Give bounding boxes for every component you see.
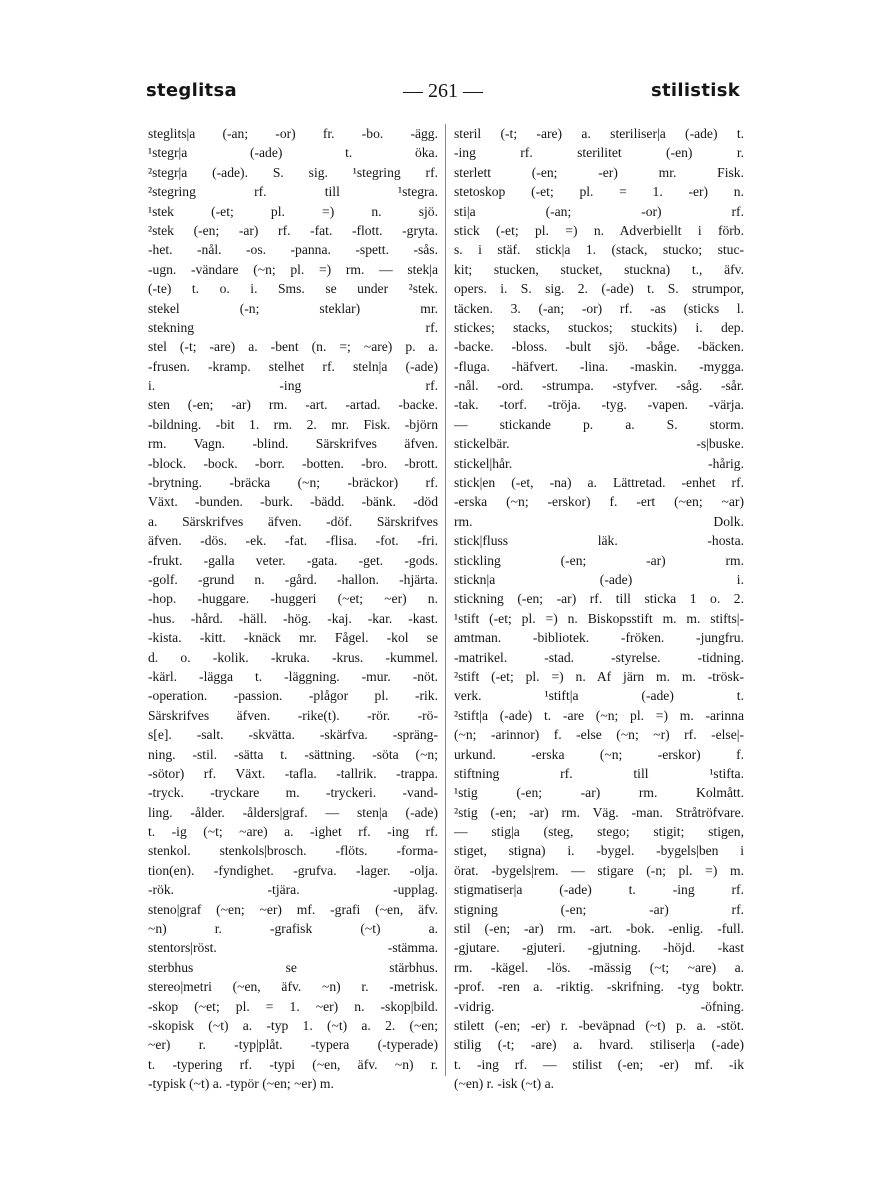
dictionary-line: — stig|a (steg, stego; stigit; stigen,: [454, 824, 744, 840]
dictionary-line: örat. -bygels|rem. — stigare (-n; pl. =) m.: [454, 862, 744, 878]
dictionary-line: ¹stek (-et; pl. =) n. sjö.: [148, 203, 438, 219]
dictionary-line: stickling (-en; -ar) rm.: [454, 552, 744, 568]
dictionary-line: stereo|metri (~en, äfv. ~n) r. -metrisk.: [148, 979, 438, 995]
dictionary-line: stick|en (-et, -na) a. Lättretad. -enhet rf.: [454, 475, 744, 491]
dictionary-line: ¹stig (-en; -ar) rm. Kolmått.: [454, 785, 744, 801]
dictionary-line: tion(en). -fyndighet. -grufva. -lager. -olja.: [148, 862, 438, 878]
dictionary-line: ¹stegr|a (-ade) t. öka.: [148, 145, 438, 161]
dictionary-line: -frukt. -galla veter. -gata. -get. -gods.: [148, 552, 438, 568]
dictionary-line: -ugn. -vändare (~n; pl. =) rm. — stek|a: [148, 261, 438, 277]
header-right-word: stilistisk: [650, 80, 740, 101]
dictionary-line: -matrikel. -stad. -styrelse. -tidning.: [454, 649, 744, 665]
dictionary-line: sti|a (-an; -or) rf.: [454, 203, 744, 219]
dictionary-line: stickelbär. -s|buske.: [454, 436, 744, 452]
dictionary-line: -gjutare. -gjuteri. -gjutning. -höjd. -kast: [454, 940, 744, 956]
dictionary-line: Växt. -bunden. -burk. -bädd. -bänk. -död: [148, 494, 438, 510]
dictionary-line: ~n) r. -grafisk (~t) a.: [148, 921, 438, 937]
dictionary-line: -block. -bock. -borr. -botten. -bro. -brott.: [148, 455, 438, 471]
dictionary-line: ²stift (-et; pl. =) n. Af järn m. m. -trösk-: [454, 668, 744, 684]
dictionary-line: stilett (-en; -er) r. -beväpnad (~t) p. a. -stöt.: [454, 1017, 744, 1033]
dictionary-line: stekning rf.: [148, 319, 438, 335]
dictionary-line: -kärl. -lägga t. -läggning. -mur. -nöt.: [148, 668, 438, 684]
dictionary-line: ²stift|a (-ade) t. -are (~n; pl. =) m. -arinna: [454, 707, 744, 723]
dictionary-line: stick|fluss läk. -hosta.: [454, 533, 744, 549]
dictionary-line: -vidrig. -öfning.: [454, 998, 744, 1014]
dictionary-line: -rök. -tjära. -upplag.: [148, 882, 438, 898]
dictionary-line: (~n; -arinnor) f. -else (~n; ~r) rf. -else|-: [454, 727, 744, 743]
dictionary-line: stekel (-n; steklar) mr.: [148, 300, 438, 316]
dictionary-line: äfven. -dös. -ek. -fat. -flisa. -fot. -fri.: [148, 533, 438, 549]
dictionary-line: ²stegr|a (-ade). S. sig. ¹stegring rf.: [148, 164, 438, 180]
dictionary-line: stentors|röst. -stämma.: [148, 940, 438, 956]
dictionary-line: stenkol. stenkols|brosch. -flöts. -forma-: [148, 843, 438, 859]
dictionary-line: stil (-en; -ar) rm. -art. -bok. -enlig. -full.: [454, 921, 744, 937]
dictionary-line: ²stek (-en; -ar) rf. -fat. -flott. -gryta.: [148, 222, 438, 238]
dictionary-line: -prof. -ren a. -riktig. -skrifning. -tyg boktr.: [454, 979, 744, 995]
dictionary-line: -frusen. -kramp. stelhet rf. steln|a (-ade): [148, 358, 438, 374]
dictionary-line: -golf. -grund n. -gård. -hallon. -hjärta.: [148, 571, 438, 587]
dictionary-line: t. -ig (~t; ~are) a. -ighet rf. -ing rf.: [148, 824, 438, 840]
dictionary-line: -bildning. -bit 1. rm. 2. mr. Fisk. -björn: [148, 416, 438, 432]
dictionary-line: stel (-t; -are) a. -bent (n. =; ~are) p. a.: [148, 339, 438, 355]
dictionary-line: -hop. -huggare. -huggeri (~et; ~er) n.: [148, 591, 438, 607]
dictionary-line: — stickande p. a. S. storm.: [454, 416, 744, 432]
dictionary-line: stilig (-t; -are) a. hvard. stiliser|a (-ade): [454, 1037, 744, 1053]
header-left-word: steglitsa: [146, 80, 237, 101]
page-number: — 261 —: [403, 80, 483, 102]
dictionary-line: stickes; stacks, stuckos; stuckits) i. dep.: [454, 319, 744, 335]
dictionary-line: kit; stucken, stucket, stuckna) t., äfv.: [454, 261, 744, 277]
dictionary-line: stickning (-en; -ar) rf. till sticka 1 o. 2.: [454, 591, 744, 607]
dictionary-line: ¹stift (-et; pl. =) n. Biskopsstift m. m. stifts|-: [454, 610, 744, 626]
dictionary-line: steglits|a (-an; -or) fr. -bo. -ägg.: [148, 126, 438, 141]
dictionary-line: amtman. -bibliotek. -fröken. -jungfru.: [454, 630, 744, 646]
left-column: [148, 124, 438, 1094]
dictionary-line: -erska (~n; -erskor) f. -ert (~en; ~ar): [454, 494, 744, 510]
dictionary-line: -backe. -bloss. -bult sjö. -båge. -bäcken.: [454, 339, 744, 355]
dictionary-line: (-te) t. o. i. Sms. se under ²stek.: [148, 281, 438, 297]
dictionary-line: stiftning rf. till ¹stifta.: [454, 765, 744, 781]
dictionary-line: urkund. -erska (~n; -erskor) f.: [454, 746, 744, 762]
column-divider: [445, 124, 446, 1076]
dictionary-line: stetoskop (-et; pl. = 1. -er) n.: [454, 184, 744, 200]
dictionary-line: -het. -nål. -os. -panna. -spett. -sås.: [148, 242, 438, 258]
dictionary-line: -skop (~et; pl. = 1. ~er) n. -skop|bild.: [148, 998, 438, 1014]
dictionary-line: stickn|a (-ade) i.: [454, 571, 744, 587]
dictionary-line: verk. ¹stift|a (-ade) t.: [454, 688, 744, 704]
dictionary-line: Särskrifves äfven. -rike(t). -rör. -rö-: [148, 707, 438, 723]
right-column: [454, 124, 744, 1094]
dictionary-line: steno|graf (~en; ~er) mf. -grafi (~en, äfv.: [148, 901, 438, 917]
dictionary-line: -ing rf. sterilitet (-en) r.: [454, 145, 744, 161]
dictionary-line: -hus. -hård. -häll. -hög. -kaj. -kar. -kast.: [148, 610, 438, 626]
dictionary-line: -brytning. -bräcka (~n; -bräckor) rf.: [148, 475, 438, 491]
dictionary-line: -nål. -ord. -strumpa. -styfver. -såg. -sår.: [454, 378, 744, 394]
dictionary-line: rm. Dolk.: [454, 513, 744, 529]
dictionary-line: t. -typering rf. -typi (~en, äfv. ~n) r.: [148, 1056, 438, 1072]
page-header: [146, 80, 740, 110]
dictionary-line: rm. -kägel. -lös. -mässig (~t; ~are) a.: [454, 959, 744, 975]
dictionary-line: -sötor) rf. Växt. -tafla. -tallrik. -trappa.: [148, 765, 438, 781]
dictionary-line: -kista. -kitt. -knäck mr. Fågel. -kol se: [148, 630, 438, 646]
dictionary-line: -fluga. -häfvert. -lina. -maskin. -mygga.: [454, 358, 744, 374]
dictionary-line: stigning (-en; -ar) rf.: [454, 901, 744, 917]
dictionary-line: steril (-t; -are) a. steriliser|a (-ade) t.: [454, 126, 744, 141]
dictionary-line: -operation. -passion. -plågor pl. -rik.: [148, 688, 438, 704]
dictionary-line: stigmatiser|a (-ade) t. -ing rf.: [454, 882, 744, 898]
dictionary-line: stiget, stigna) i. -bygel. -bygels|ben i: [454, 843, 744, 859]
dictionary-line: opers. i. S. sig. 2. (-ade) t. S. strumpor,: [454, 281, 744, 297]
dictionary-line: -skopisk (~t) a. -typ 1. (~t) a. 2. (~en;: [148, 1017, 438, 1033]
dictionary-line: s[e]. -salt. -skvätta. -skärfva. -spräng-: [148, 727, 438, 743]
dictionary-line: sterlett (-en; -er) mr. Fisk.: [454, 164, 744, 180]
dictionary-line: i. -ing rf.: [148, 378, 438, 394]
dictionary-line: -tak. -torf. -tröja. -tyg. -vapen. -värja.: [454, 397, 744, 413]
dictionary-line: ning. -stil. -sätta t. -sättning. -söta (~n;: [148, 746, 438, 762]
dictionary-line: stick (-et; pl. =) n. Adverbiellt i förb.: [454, 222, 744, 238]
dictionary-line: -typisk (~t) a. -typör (~en; ~er) m.: [148, 1076, 334, 1092]
dictionary-line: ²stegring rf. till ¹stegra.: [148, 184, 438, 200]
dictionary-line: ~er) r. -typ|plåt. -typera (-typerade): [148, 1037, 438, 1053]
dictionary-line: ling. -ålder. -ålders|graf. — sten|a (-ade): [148, 804, 438, 820]
dictionary-line: ²stig (-en; -ar) rm. Väg. -man. Stråtröfvare.: [454, 804, 744, 820]
dictionary-line: rm. Vagn. -blind. Särskrifves äfven.: [148, 436, 438, 452]
dictionary-line: stickel|hår. -hårig.: [454, 455, 744, 471]
dictionary-line: täcken. 3. (-an; -or) rf. -as (sticks l.: [454, 300, 744, 316]
dictionary-line: sten (-en; -ar) rm. -art. -artad. -backe.: [148, 397, 438, 413]
dictionary-line: -tryck. -tryckare m. -tryckeri. -vand-: [148, 785, 438, 801]
dictionary-line: d. o. -kolik. -kruka. -krus. -kummel.: [148, 649, 438, 665]
dictionary-line: a. Särskrifves äfven. -döf. Särskrifves: [148, 513, 438, 529]
dictionary-line: (~en) r. -isk (~t) a.: [454, 1076, 555, 1092]
dictionary-line: s. i stäf. stick|a 1. (stack, stucko; stuc-: [454, 242, 744, 258]
dictionary-line: t. -ing rf. — stilist (-en; -er) mf. -ik: [454, 1056, 744, 1072]
dictionary-line: sterbhus se stärbhus.: [148, 959, 438, 975]
